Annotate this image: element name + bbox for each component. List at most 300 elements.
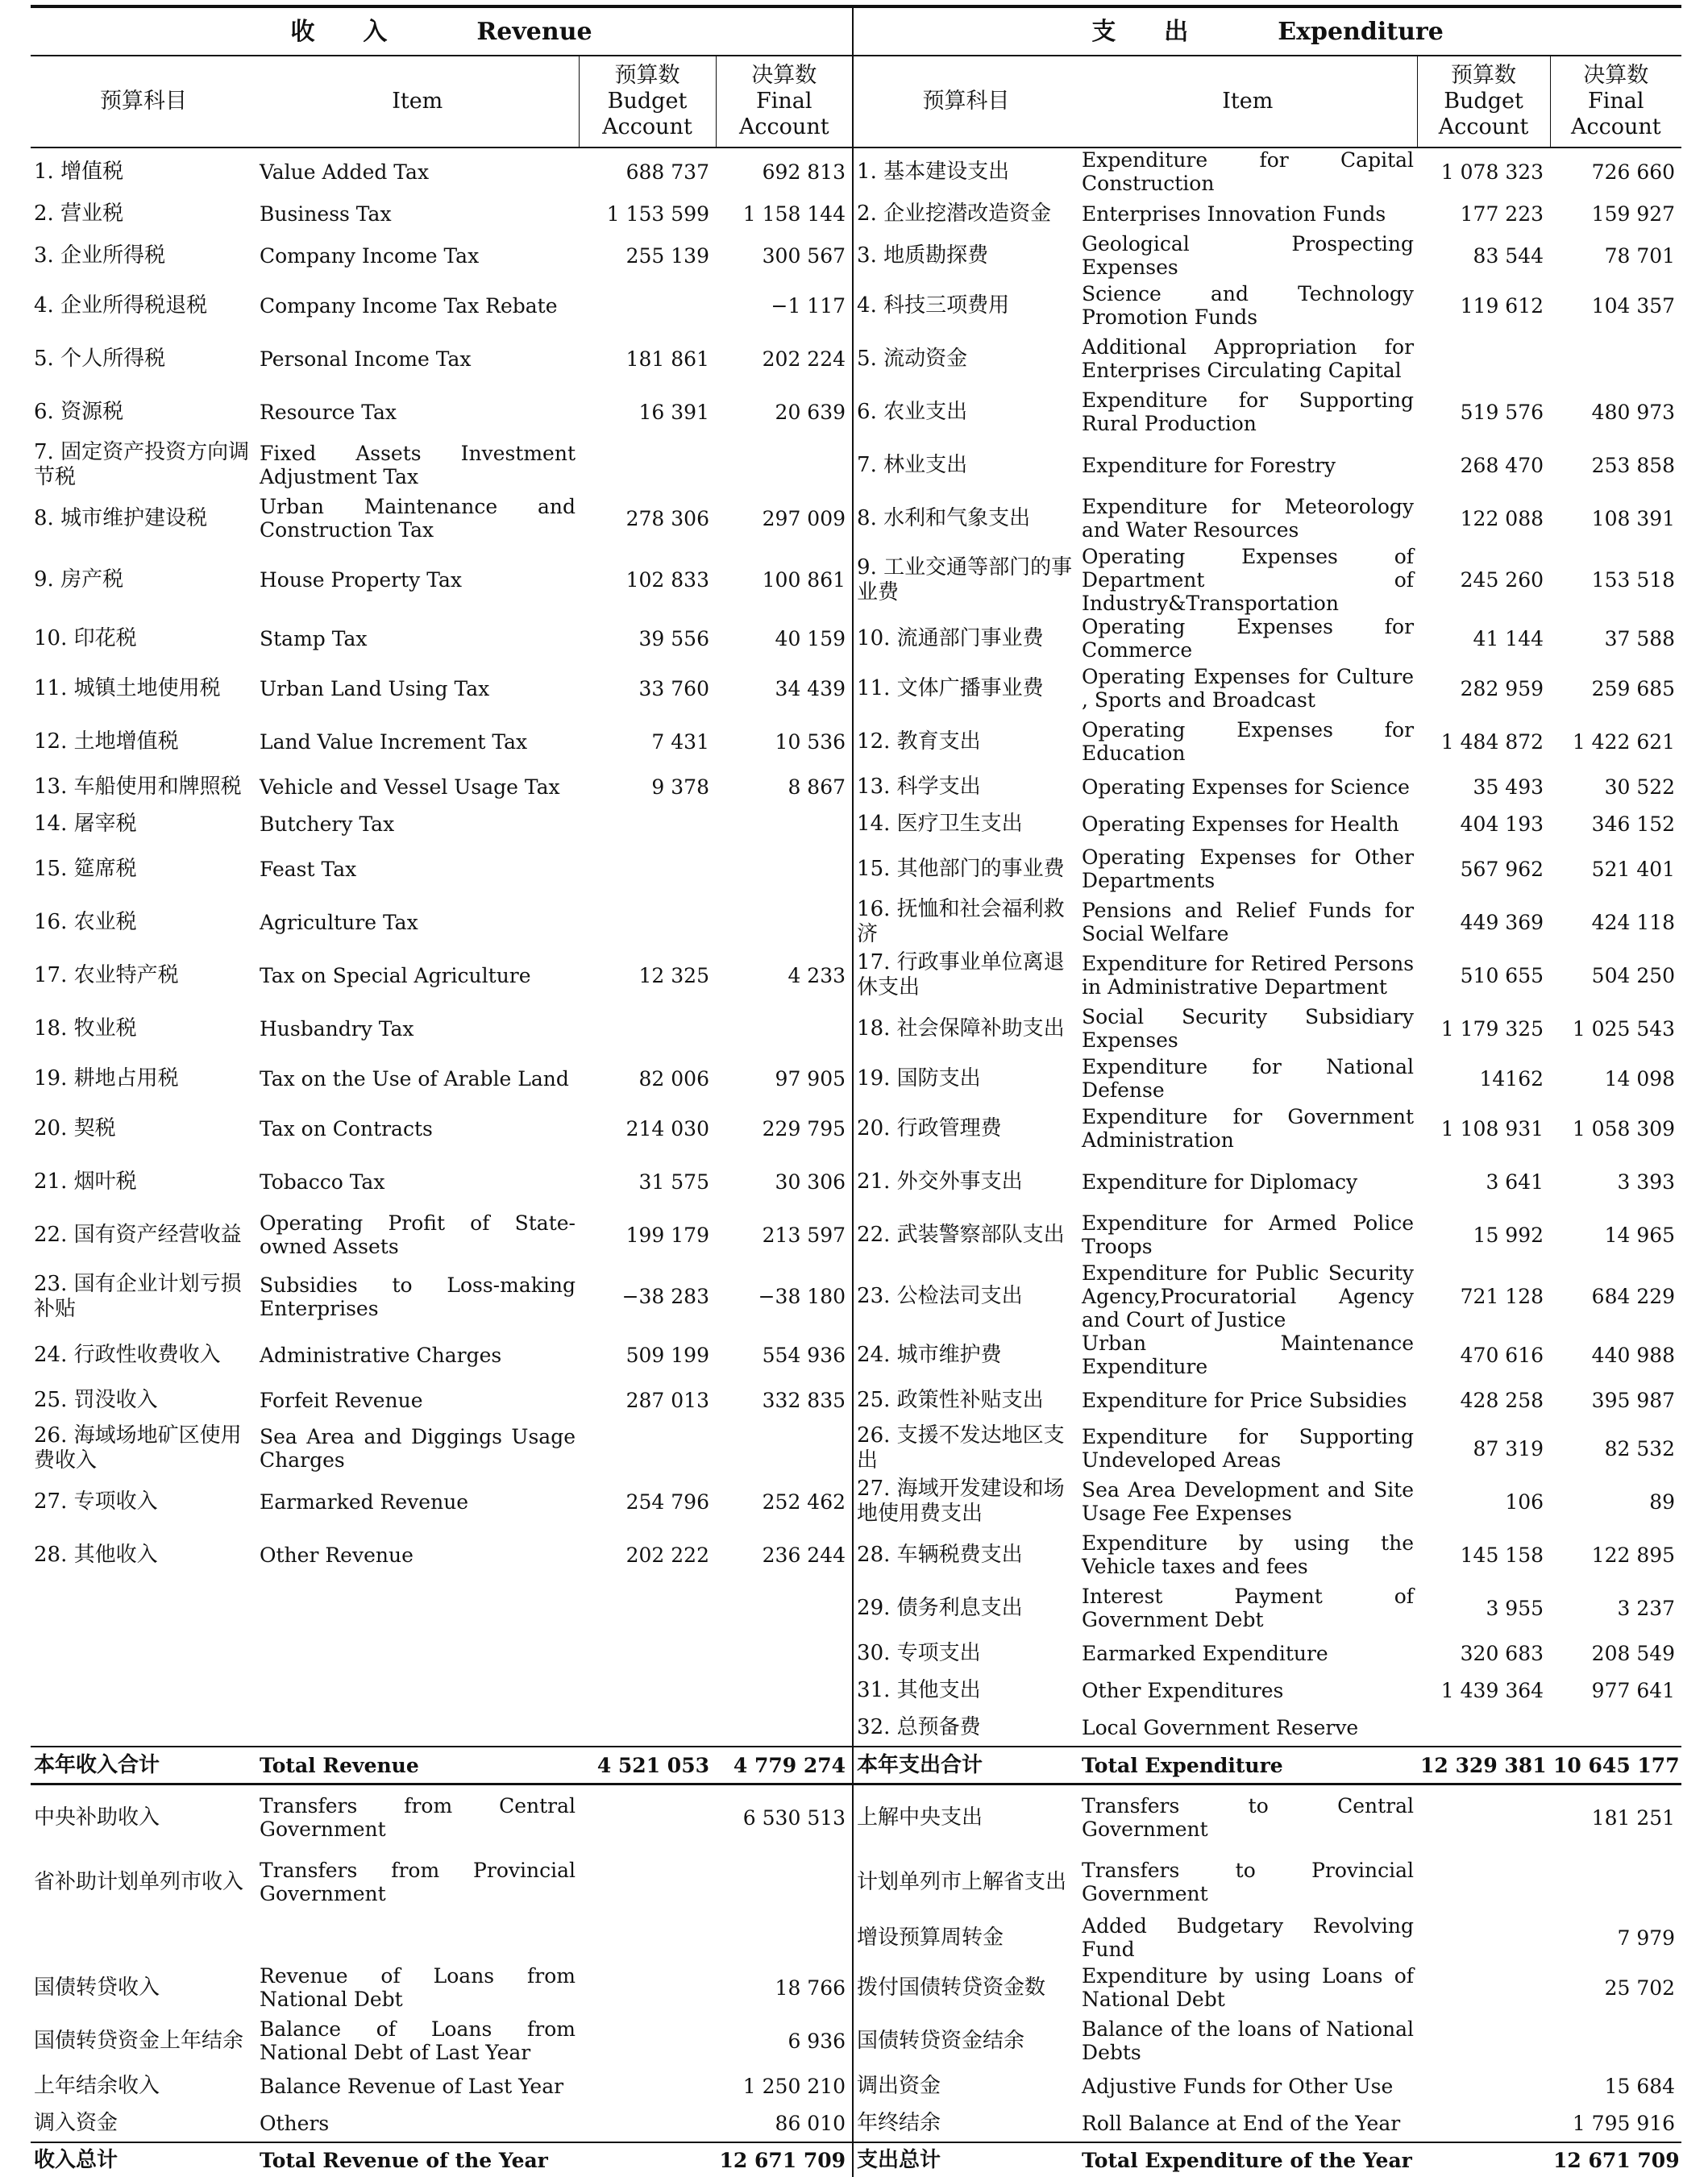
revenue-final: 40 159 xyxy=(716,615,853,662)
revenue-final: 1 158 144 xyxy=(716,195,853,232)
revenue-item-cn: 20. 契税 xyxy=(34,1116,116,1140)
revenue-budget: 1 153 599 xyxy=(606,201,709,226)
expenditure-budget: 320 683 xyxy=(1460,1641,1544,1665)
revenue-budget: 509 199 xyxy=(625,1343,709,1367)
expenditure-budget: 510 655 xyxy=(1460,963,1544,987)
revenue-item-cn: 8. 城市维护建设税 xyxy=(34,505,208,530)
table-row xyxy=(31,842,1681,895)
expenditure-item-en: Other Expenditures xyxy=(1082,1678,1284,1702)
total-row xyxy=(31,1747,1681,1784)
revenue-item-cn: 14. 屠宰税 xyxy=(34,811,137,836)
expenditure-item-en: Operating Expenses for Science xyxy=(1082,775,1410,799)
revenue-budget: 31 575 xyxy=(638,1170,709,1194)
expenditure-final: 684 229 xyxy=(1591,1285,1676,1308)
revenue-item-en: Personal Income Tax xyxy=(260,347,472,371)
expenditure-item-cn: 26. 支援不发达地区支出 xyxy=(857,1423,1065,1473)
revenue-item-en xyxy=(256,1635,579,1672)
expenditure-item-cn: 27. 海域开发建设和场地使用费支出 xyxy=(857,1477,1065,1526)
revenue-final xyxy=(716,1850,853,1914)
revenue-budget xyxy=(579,842,716,895)
table-row xyxy=(31,1709,1681,1747)
table-row xyxy=(31,545,1681,615)
expenditure-budget: 122 088 xyxy=(1460,506,1544,530)
revenue-item-cn: 2. 营业税 xyxy=(34,201,124,226)
revenue-final: 1 250 210 xyxy=(716,2067,853,2104)
expenditure-final xyxy=(1550,1709,1681,1747)
table-row xyxy=(31,279,1681,332)
expenditure-budget: 41 144 xyxy=(1473,626,1544,650)
revenue-item-cn: 10. 印花税 xyxy=(34,625,137,650)
expenditure-item-cn: 20. 行政管理费 xyxy=(857,1116,1002,1140)
table-row xyxy=(31,332,1681,385)
expenditure-budget xyxy=(1417,2067,1550,2104)
revenue-final: 236 244 xyxy=(716,1528,853,1581)
expenditure-budget: 87 319 xyxy=(1473,1436,1544,1460)
revenue-final: 8 867 xyxy=(716,768,853,805)
expenditure-final xyxy=(1550,332,1681,385)
expenditure-budget: 3 955 xyxy=(1486,1596,1544,1620)
col-budget: 预算数 Budget Account xyxy=(579,56,716,147)
revenue-budget xyxy=(579,805,716,842)
revenue-final: 4 233 xyxy=(716,949,853,1002)
revenue-final: 229 795 xyxy=(716,1102,853,1155)
expenditure-final: 37 588 xyxy=(1604,626,1676,650)
expenditure-item-cn: 上解中央支出 xyxy=(857,1805,983,1830)
col-budget-exp: 预算数 Budget Account xyxy=(1417,56,1550,147)
expenditure-final: 726 660 xyxy=(1591,160,1676,184)
expenditure-item-cn: 17. 行政事业单位离退休支出 xyxy=(857,950,1065,999)
revenue-final: 12 671 709 xyxy=(716,2142,853,2177)
revenue-budget: 254 796 xyxy=(625,1489,709,1514)
expenditure-title-en: Expenditure xyxy=(1278,17,1444,46)
expenditure-item-cn: 8. 水利和气象支出 xyxy=(857,505,1031,530)
table-row xyxy=(31,895,1681,949)
revenue-item-cn: 国债转贷收入 xyxy=(34,1975,160,2000)
expenditure-item-cn: 计划单列市上解省支出 xyxy=(857,1869,1067,1894)
expenditure-final: 3 393 xyxy=(1617,1170,1676,1194)
revenue-budget xyxy=(579,1002,716,1055)
revenue-budget: 33 760 xyxy=(638,676,709,700)
revenue-final xyxy=(716,1709,853,1747)
expenditure-item-en: Total Expenditure xyxy=(1078,1747,1417,1784)
revenue-final: 97 905 xyxy=(716,1055,853,1102)
revenue-item-cn: 3. 企业所得税 xyxy=(34,243,166,268)
revenue-item-en: Revenue of Loans from National Debt xyxy=(260,1964,576,2011)
expenditure-item-en: Earmarked Expenditure xyxy=(1082,1641,1328,1665)
revenue-item-en xyxy=(256,1914,579,1961)
revenue-budget xyxy=(579,1961,716,2014)
table-row xyxy=(31,949,1681,1002)
expenditure-item-cn: 15. 其他部门的事业费 xyxy=(857,856,1065,881)
table-row xyxy=(31,232,1681,279)
revenue-final: 554 936 xyxy=(716,1332,853,1378)
revenue-item-en: Fixed Assets Investment Adjustment Tax xyxy=(260,442,576,488)
revenue-budget: 4 521 053 xyxy=(579,1747,716,1784)
expenditure-final: 12 671 709 xyxy=(1550,2142,1681,2177)
expenditure-budget: 721 128 xyxy=(1460,1285,1544,1308)
expenditure-final: 480 973 xyxy=(1591,400,1676,424)
table-row xyxy=(31,805,1681,842)
expenditure-budget: 12 329 381 xyxy=(1417,1747,1550,1784)
revenue-item-cn: 18. 牧业税 xyxy=(34,1016,137,1041)
expenditure-final: 10 645 177 xyxy=(1550,1747,1681,1784)
revenue-item-en: Tax on the Use of Arable Land xyxy=(260,1066,569,1091)
revenue-item-cn: 27. 专项收入 xyxy=(34,1489,158,1514)
expenditure-item-cn: 31. 其他支出 xyxy=(857,1677,981,1702)
expenditure-item-en: Transfers to Central Government xyxy=(1082,1794,1415,1841)
table-row xyxy=(31,615,1681,662)
transfer-row xyxy=(31,1914,1681,1961)
revenue-final: −38 180 xyxy=(716,1261,853,1332)
expenditure-budget: 519 576 xyxy=(1460,400,1544,424)
expenditure-final: 440 988 xyxy=(1591,1343,1676,1367)
expenditure-final: 159 927 xyxy=(1591,201,1676,226)
expenditure-item-cn: 14. 医疗卫生支出 xyxy=(857,811,1023,836)
expenditure-item-en: Operating Expenses for Culture , Sports and Broadcast xyxy=(1082,665,1415,712)
revenue-item-en xyxy=(256,1709,579,1747)
table-row xyxy=(31,147,1681,195)
revenue-final: 6 530 513 xyxy=(716,1784,853,1851)
expenditure-final: 1 025 543 xyxy=(1572,1016,1676,1041)
expenditure-final: 208 549 xyxy=(1591,1641,1676,1665)
expenditure-item-cn: 2. 企业挖潜改造资金 xyxy=(857,201,1052,226)
revenue-item-en: Butchery Tax xyxy=(260,812,395,836)
revenue-item-en: Urban Maintenance and Construction Tax xyxy=(260,495,576,542)
revenue-item-cn: 28. 其他收入 xyxy=(34,1542,158,1567)
revenue-budget: 16 391 xyxy=(638,400,709,424)
revenue-final: 10 536 xyxy=(716,715,853,768)
expenditure-budget: 177 223 xyxy=(1460,201,1544,226)
expenditure-item-en: Sea Area Development and Site Usage Fee Expenses xyxy=(1082,1478,1415,1525)
table-row xyxy=(31,1155,1681,1208)
expenditure-item-en: Interest Payment of Government Debt xyxy=(1082,1585,1415,1631)
expenditure-budget: 1 484 872 xyxy=(1440,729,1544,754)
expenditure-final: 1 058 309 xyxy=(1572,1116,1676,1140)
transfer-row xyxy=(31,2014,1681,2067)
revenue-item-cn xyxy=(31,1709,256,1747)
revenue-final: 6 936 xyxy=(716,2014,853,2067)
expenditure-item-cn: 23. 公检法司支出 xyxy=(857,1284,1023,1308)
revenue-item-en: Tax on Contracts xyxy=(260,1116,433,1140)
revenue-budget xyxy=(579,1581,716,1635)
expenditure-section-header xyxy=(853,6,1681,56)
expenditure-item-en: Expenditure for Diplomacy xyxy=(1082,1170,1358,1194)
expenditure-final: 14 965 xyxy=(1604,1223,1676,1247)
revenue-final: 4 779 274 xyxy=(716,1747,853,1784)
revenue-item-cn: 上年结余收入 xyxy=(34,2073,160,2098)
revenue-item-en: Total Revenue of the Year xyxy=(256,2142,579,2177)
revenue-budget xyxy=(579,1422,716,1475)
revenue-item-cn: 省补助计划单列市收入 xyxy=(34,1869,244,1894)
revenue-item-cn: 16. 农业税 xyxy=(34,909,137,934)
revenue-budget xyxy=(579,2142,716,2177)
expenditure-item-cn: 1. 基本建设支出 xyxy=(857,159,1010,184)
revenue-item-en: Sea Area and Diggings Usage Charges xyxy=(260,1425,576,1472)
revenue-item-en: Transfers from Central Government xyxy=(260,1794,576,1841)
expenditure-item-en: Additional Appropriation for Enterprises Circulating Capital xyxy=(1082,335,1415,382)
revenue-final: 692 813 xyxy=(716,147,853,195)
expenditure-final: 108 391 xyxy=(1591,506,1676,530)
revenue-item-en: Earmarked Revenue xyxy=(260,1489,469,1514)
revenue-final: 100 861 xyxy=(716,545,853,615)
expenditure-final: 253 858 xyxy=(1591,453,1676,477)
expenditure-item-cn: 调出资金 xyxy=(857,2073,941,2098)
revenue-final xyxy=(716,1002,853,1055)
expenditure-budget: 1 108 931 xyxy=(1440,1116,1544,1140)
col-item-cn-exp: 预算科目 xyxy=(853,56,1078,147)
revenue-item-en: Tobacco Tax xyxy=(260,1170,385,1194)
expenditure-final: 78 701 xyxy=(1604,243,1676,268)
revenue-item-en: Business Tax xyxy=(260,201,392,226)
expenditure-item-cn: 9. 工业交通等部门的事业费 xyxy=(857,555,1073,604)
expenditure-final: 181 251 xyxy=(1591,1805,1676,1830)
revenue-item-cn: 13. 车船使用和牌照税 xyxy=(34,774,242,799)
expenditure-budget: 1 078 323 xyxy=(1440,160,1544,184)
expenditure-item-en: Expenditure for Public Security Agency,Procuratorial Agency and Court of Justice xyxy=(1082,1261,1415,1332)
transfer-row xyxy=(31,1850,1681,1914)
revenue-item-en: Company Income Tax Rebate xyxy=(260,293,558,318)
col-item-cn: 预算科目 xyxy=(31,56,256,147)
revenue-budget: 278 306 xyxy=(625,506,709,530)
budget-sheet xyxy=(31,5,1681,2177)
revenue-budget xyxy=(579,1672,716,1709)
revenue-item-en: Land Value Increment Tax xyxy=(260,729,528,754)
expenditure-item-en: Roll Balance at End of the Year xyxy=(1082,2111,1401,2135)
expenditure-item-en: Expenditure for Armed Police Troops xyxy=(1082,1211,1415,1258)
revenue-item-cn: 15. 筵席税 xyxy=(34,856,137,881)
expenditure-item-en: Enterprises Innovation Funds xyxy=(1082,201,1386,226)
expenditure-item-en: Social Security Subsidiary Expenses xyxy=(1082,1005,1415,1052)
expenditure-final: 82 532 xyxy=(1604,1436,1676,1460)
expenditure-item-cn: 30. 专项支出 xyxy=(857,1640,981,1665)
expenditure-budget: 1 439 364 xyxy=(1440,1678,1544,1702)
revenue-item-cn: 4. 企业所得税退税 xyxy=(34,293,208,318)
table-row xyxy=(31,195,1681,232)
revenue-item-en: Stamp Tax xyxy=(260,626,368,650)
expenditure-final: 3 237 xyxy=(1617,1596,1676,1620)
table-row xyxy=(31,1378,1681,1422)
section-header-row xyxy=(31,6,1681,56)
revenue-budget: 202 222 xyxy=(625,1543,709,1567)
revenue-final: 300 567 xyxy=(716,232,853,279)
transfer-row xyxy=(31,1961,1681,2014)
revenue-section-header xyxy=(31,6,853,56)
expenditure-item-en: Expenditure for Retired Persons in Administrative Department xyxy=(1082,952,1415,999)
revenue-budget: 82 006 xyxy=(638,1066,709,1091)
expenditure-item-cn: 28. 车辆税费支出 xyxy=(857,1542,1023,1567)
expenditure-budget: 3 641 xyxy=(1486,1170,1544,1194)
revenue-item-en xyxy=(256,1672,579,1709)
expenditure-item-cn: 11. 文体广播事业费 xyxy=(857,675,1044,700)
revenue-item-en: Tax on Special Agriculture xyxy=(260,963,531,987)
revenue-item-en xyxy=(256,1581,579,1635)
revenue-final: 213 597 xyxy=(716,1208,853,1261)
revenue-budget xyxy=(579,1914,716,1961)
table-row xyxy=(31,1055,1681,1102)
revenue-budget xyxy=(579,1850,716,1914)
revenue-item-en: Transfers from Provincial Government xyxy=(260,1859,576,1905)
expenditure-item-cn: 24. 城市维护费 xyxy=(857,1342,1002,1367)
revenue-item-cn xyxy=(31,1581,256,1635)
revenue-budget xyxy=(579,895,716,949)
revenue-final: −1 117 xyxy=(716,279,853,332)
expenditure-item-cn: 16. 抚恤和社会福利救济 xyxy=(857,897,1065,946)
expenditure-item-en: Expenditure by using the Vehicle taxes and fees xyxy=(1082,1531,1415,1578)
revenue-item-cn: 7. 固定资产投资方向调节税 xyxy=(34,440,250,489)
col-final-exp: 决算数 Final Account xyxy=(1550,56,1681,147)
revenue-item-cn: 5. 个人所得税 xyxy=(34,346,166,371)
revenue-budget: 688 737 xyxy=(625,160,709,184)
revenue-item-cn: 24. 行政性收费收入 xyxy=(34,1342,221,1367)
expenditure-final: 504 250 xyxy=(1591,963,1676,987)
expenditure-budget xyxy=(1417,2104,1550,2142)
table-row xyxy=(31,768,1681,805)
revenue-item-cn: 22. 国有资产经营收益 xyxy=(34,1222,242,1247)
revenue-final: 34 439 xyxy=(716,662,853,715)
expenditure-budget: 35 493 xyxy=(1473,775,1544,799)
expenditure-item-en: Operating Expenses for Commerce xyxy=(1082,615,1415,662)
revenue-final: 18 766 xyxy=(716,1961,853,2014)
expenditure-item-cn: 增设预算周转金 xyxy=(857,1925,1004,1950)
expenditure-item-en: Total Expenditure of the Year xyxy=(1078,2142,1417,2177)
expenditure-budget: 14162 xyxy=(1479,1066,1544,1091)
expenditure-budget xyxy=(1417,1709,1550,1747)
revenue-item-cn: 1. 增值税 xyxy=(34,159,124,184)
expenditure-budget xyxy=(1417,2014,1550,2067)
table-row xyxy=(31,385,1681,438)
expenditure-item-en: Expenditure for Supporting Undeveloped Areas xyxy=(1082,1425,1415,1472)
revenue-final xyxy=(716,895,853,949)
table-row xyxy=(31,1528,1681,1581)
transfer-row xyxy=(31,1784,1681,1851)
table-row xyxy=(31,438,1681,492)
expenditure-item-en: Urban Maintenance Expenditure xyxy=(1082,1332,1415,1378)
expenditure-budget: 449 369 xyxy=(1460,910,1544,934)
expenditure-budget xyxy=(1417,1850,1550,1914)
revenue-budget: 181 861 xyxy=(625,347,709,371)
expenditure-item-en: Science and Technology Promotion Funds xyxy=(1082,282,1415,329)
expenditure-final: 346 152 xyxy=(1591,812,1676,836)
expenditure-item-en: Added Budgetary Revolving Fund xyxy=(1082,1914,1415,1961)
revenue-title-en: Revenue xyxy=(476,17,592,46)
revenue-item-en: Balance Revenue of Last Year xyxy=(260,2074,564,2098)
expenditure-final: 104 357 xyxy=(1591,293,1676,318)
expenditure-item-en: Expenditure for Forestry xyxy=(1082,453,1336,477)
expenditure-item-en: Expenditure for Capital Construction xyxy=(1082,148,1415,195)
table-row xyxy=(31,715,1681,768)
revenue-item-cn: 21. 烟叶税 xyxy=(34,1169,137,1194)
table-row xyxy=(31,662,1681,715)
expenditure-budget xyxy=(1417,332,1550,385)
expenditure-item-cn: 5. 流动资金 xyxy=(857,346,968,371)
col-item-en: Item xyxy=(256,56,579,147)
table-row xyxy=(31,1635,1681,1672)
expenditure-item-en: Local Government Reserve xyxy=(1082,1715,1359,1739)
expenditure-final: 259 685 xyxy=(1591,676,1676,700)
revenue-budget xyxy=(579,2014,716,2067)
expenditure-budget: 106 xyxy=(1505,1489,1544,1514)
revenue-item-en: Value Added Tax xyxy=(260,160,430,184)
revenue-item-cn: 25. 罚没收入 xyxy=(34,1387,158,1412)
expenditure-item-en: Operating Expenses for Other Departments xyxy=(1082,845,1415,892)
expenditure-budget: 83 544 xyxy=(1473,243,1544,268)
table-row xyxy=(31,1581,1681,1635)
expenditure-budget: 268 470 xyxy=(1460,453,1544,477)
revenue-budget: 39 556 xyxy=(638,626,709,650)
revenue-item-cn: 6. 资源税 xyxy=(34,399,124,424)
revenue-item-en: Operating Profit of State-owned Assets xyxy=(260,1211,576,1258)
expenditure-item-cn: 22. 武装警察部队支出 xyxy=(857,1222,1065,1247)
revenue-final: 20 639 xyxy=(716,385,853,438)
revenue-final xyxy=(716,438,853,492)
column-header-row xyxy=(31,56,1681,147)
revenue-item-cn: 23. 国有企业计划亏损补贴 xyxy=(34,1271,242,1321)
revenue-budget: −38 283 xyxy=(621,1285,709,1308)
revenue-title-cn: 收 入 xyxy=(290,17,388,46)
expenditure-budget: 1 179 325 xyxy=(1440,1016,1544,1041)
expenditure-item-en: Geological Prospecting Expenses xyxy=(1082,232,1415,279)
expenditure-item-cn: 19. 国防支出 xyxy=(857,1066,981,1091)
expenditure-item-cn: 12. 教育支出 xyxy=(857,729,981,754)
expenditure-item-cn: 年终结余 xyxy=(857,2110,941,2135)
expenditure-item-en: Expenditure for Meteorology and Water Resources xyxy=(1082,495,1415,542)
revenue-budget: 287 013 xyxy=(625,1388,709,1412)
revenue-budget xyxy=(579,438,716,492)
revenue-budget xyxy=(579,1635,716,1672)
expenditure-final: 122 895 xyxy=(1591,1543,1676,1567)
expenditure-budget: 119 612 xyxy=(1460,293,1544,318)
revenue-final: 252 462 xyxy=(716,1475,853,1528)
revenue-final xyxy=(716,1422,853,1475)
revenue-item-cn: 调入资金 xyxy=(34,2110,118,2135)
expenditure-item-en: Operating Expenses for Health xyxy=(1082,812,1399,836)
table-row xyxy=(31,1208,1681,1261)
expenditure-final: 15 684 xyxy=(1604,2074,1676,2098)
expenditure-item-en: Expenditure for Price Subsidies xyxy=(1082,1388,1407,1412)
revenue-item-en: Balance of Loans from National Debt of Last Year xyxy=(260,2017,576,2064)
transfer-row xyxy=(31,2067,1681,2104)
revenue-item-cn: 17. 农业特产税 xyxy=(34,962,179,987)
revenue-final: 86 010 xyxy=(716,2104,853,2142)
expenditure-item-cn: 7. 林业支出 xyxy=(857,452,968,477)
revenue-item-en: Total Revenue xyxy=(256,1747,579,1784)
revenue-item-cn: 26. 海域场地矿区使用费收入 xyxy=(34,1423,242,1473)
revenue-item-cn: 9. 房产税 xyxy=(34,567,124,592)
revenue-item-en: Resource Tax xyxy=(260,400,397,424)
revenue-item-en: Vehicle and Vessel Usage Tax xyxy=(260,775,560,799)
grand-total-row xyxy=(31,2142,1681,2177)
revenue-budget xyxy=(579,1709,716,1747)
revenue-item-en: Subsidies to Loss-making Enterprises xyxy=(260,1273,576,1320)
expenditure-final: 30 522 xyxy=(1604,775,1676,799)
expenditure-item-en: Operating Expenses of Department of Industry&Transportation xyxy=(1082,545,1415,615)
expenditure-budget: 145 158 xyxy=(1460,1543,1544,1567)
revenue-item-en: Others xyxy=(260,2111,330,2135)
expenditure-budget xyxy=(1417,1914,1550,1961)
revenue-budget: 214 030 xyxy=(625,1116,709,1140)
expenditure-budget xyxy=(1417,1961,1550,2014)
revenue-final: 297 009 xyxy=(716,492,853,545)
expenditure-item-cn: 支出总计 xyxy=(853,2142,1078,2177)
expenditure-item-cn: 4. 科技三项费用 xyxy=(857,293,1010,318)
revenue-item-cn: 11. 城镇土地使用税 xyxy=(34,675,221,700)
revenue-item-cn: 国债转贷资金上年结余 xyxy=(34,2028,244,2053)
revenue-item-en: Feast Tax xyxy=(260,857,357,881)
revenue-item-en: Company Income Tax xyxy=(260,243,480,268)
table-row xyxy=(31,1332,1681,1378)
revenue-final: 332 835 xyxy=(716,1378,853,1422)
expenditure-budget xyxy=(1417,2142,1550,2177)
